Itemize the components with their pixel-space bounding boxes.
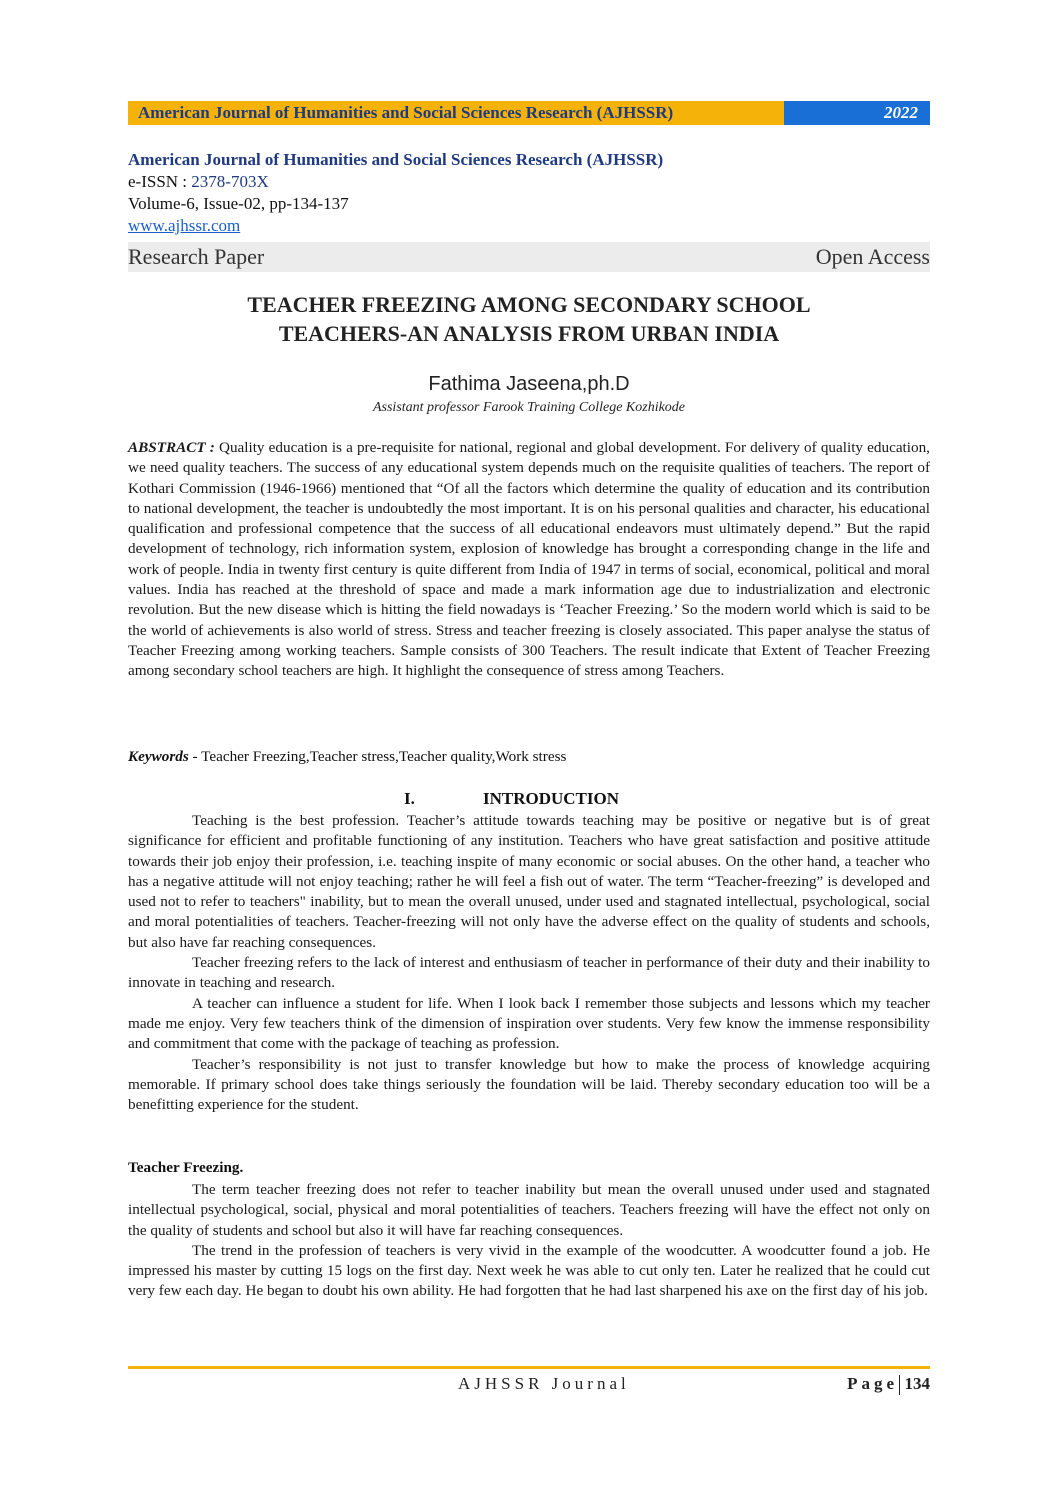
- journal-meta: [128, 149, 930, 237]
- introduction-body: [128, 811, 930, 1115]
- footer-journal: AJHSSR Journal: [458, 1374, 630, 1393]
- article-type-row: [128, 242, 930, 272]
- title-line-1: TEACHER FREEZING AMONG SECONDARY SCHOOL: [247, 292, 811, 317]
- paragraph: The trend in the profession of teachers is very vivid in the example of the woodcutter. A woodcutter found a job. He impressed his master by cutting 15 logs on the first day. Next week he was able to cut only ten. Later he realized that he could cut very few each day. He began to doubt his own ability. He had forgotten that he had last sharpened his axe on the first day of his job.: [128, 1241, 930, 1300]
- paragraph: Teaching is the best profession. Teacher’s attitude towards teaching may be positive or negative but is of great significance for efficient and profitable functioning of any institution. Teachers who have great satisfaction and positive attitude towards their job enjoy their profession, i.e. teaching inspite of many economic or social abuses. On the other hand, a teacher who has a negative attitude will not enjoy teaching; rather he will feel a fish out of water. The term “Teacher-freezing” is developed and used not to refer to teachers" inability, but to mean the overall unused, under used and stagnated intellectual, psychological, social and moral potentialities of teachers. Teacher-freezing will not only have the adverse effect on the quality of students and schools, but also have far reaching consequences.: [128, 812, 930, 951]
- paragraph: The term teacher freezing does not refer to teacher inability but mean the overall unused under used and stagnated intellectual psychological, social, physical and moral potentialities of teachers. Teachers freezing will have the effect not only on the quality of students and school but also it will have far reaching consequences.: [128, 1181, 930, 1239]
- author-affiliation: Assistant professor Farook Training College Kozhikode: [372, 400, 686, 415]
- paragraph: Teacher freezing refers to the lack of interest and enthusiasm of teacher in performance of their duty and their inability to innovate in teaching and research.: [128, 954, 930, 992]
- section-number: I.: [404, 789, 415, 808]
- author-name: Fathima Jaseena,ph.D: [428, 373, 630, 395]
- keywords: [128, 748, 930, 766]
- volume-line: Volume-6, Issue-02, pp-134-137: [128, 194, 349, 213]
- footer-rule: [128, 1366, 930, 1369]
- abstract: [128, 438, 930, 682]
- section-heading-introduction: [128, 789, 930, 811]
- meta-journal-title: American Journal of Humanities and Social Sciences Research (AJHSSR): [128, 150, 664, 169]
- page-footer: [128, 1374, 930, 1398]
- issn-line: [128, 171, 930, 193]
- paragraph: A teacher can influence a student for life. When I look back I remember those subjects and lessons which my teacher made me enjoy. Very few teachers think of the dimension of inspiration over students. Very few know the immense responsibility and commitment that come with the package of teaching as profession.: [128, 994, 930, 1053]
- abstract-text: Quality education is a pre-requisite for national, regional and global development. For delivery of quality education, we need quality teachers. The success of any educational system depends much on the requisite qualities of teachers. The report of Kothari Commission (1946-1966) mentioned that “Of all the factors which determine the quality of education and its contribution to national development, the teacher is undoubtedly the most important. It is on his personal qualities and character, his educational qualification and professional competence that the success of all educational endeavors must ultimately depend.” But the rapid development of technology, rich information system, explosion of knowledge has brought a corresponding change in the life and work of people. India in twenty first century is quite different from India of 1947 in terms of social, economical, political and moral values. India has reached at the threshold of space and made a mark information age due to industrialization and electronic revolution. But the new disease which is hitting the field nowadays is ‘Teacher Freezing.’ So the modern world which is said to be the world of achievements is also world of stress. Stress and teacher freezing is closely associated. This paper analyse the status of Teacher Freezing among working teachers. Sample consists of 300 Teachers. The result indicate that Extent of Teacher Freezing among secondary school teachers are high. It highlight the consequence of stress among Teachers.: [128, 439, 930, 680]
- journal-website-link[interactable]: www.ajhssr.com: [128, 216, 241, 235]
- teacher-freezing-body: [128, 1180, 930, 1302]
- header-year: 2022: [784, 101, 930, 125]
- abstract-label: ABSTRACT :: [128, 439, 215, 456]
- article-type: Research Paper: [128, 244, 265, 269]
- paper-title: [128, 290, 930, 348]
- title-line-2: TEACHERS-AN ANALYSIS FROM URBAN INDIA: [278, 321, 780, 346]
- issn-label: e-ISSN :: [128, 172, 192, 191]
- subsection-heading: Teacher Freezing.: [128, 1159, 244, 1176]
- header-journal-title: American Journal of Humanities and Social Sciences Research (AJHSSR): [128, 101, 784, 125]
- paragraph: Teacher’s responsibility is not just to transfer knowledge but how to make the process of knowledge acquiring memorable. If primary school does take things seriously the foundation will be laid. Thereby secondary education too will be a benefitting experience for the student.: [128, 1055, 930, 1114]
- running-header: [128, 101, 930, 125]
- page-number: 134: [904, 1374, 930, 1393]
- keywords-label: Keywords: [128, 748, 189, 765]
- issn-value: 2378-703X: [191, 172, 269, 191]
- keywords-text: - Teacher Freezing,Teacher stress,Teacher quality,Work stress: [188, 748, 567, 765]
- footer-divider: [899, 1375, 900, 1395]
- access-type: Open Access: [815, 244, 930, 269]
- footer-page-label: Page: [847, 1374, 898, 1393]
- section-title: INTRODUCTION: [483, 789, 620, 808]
